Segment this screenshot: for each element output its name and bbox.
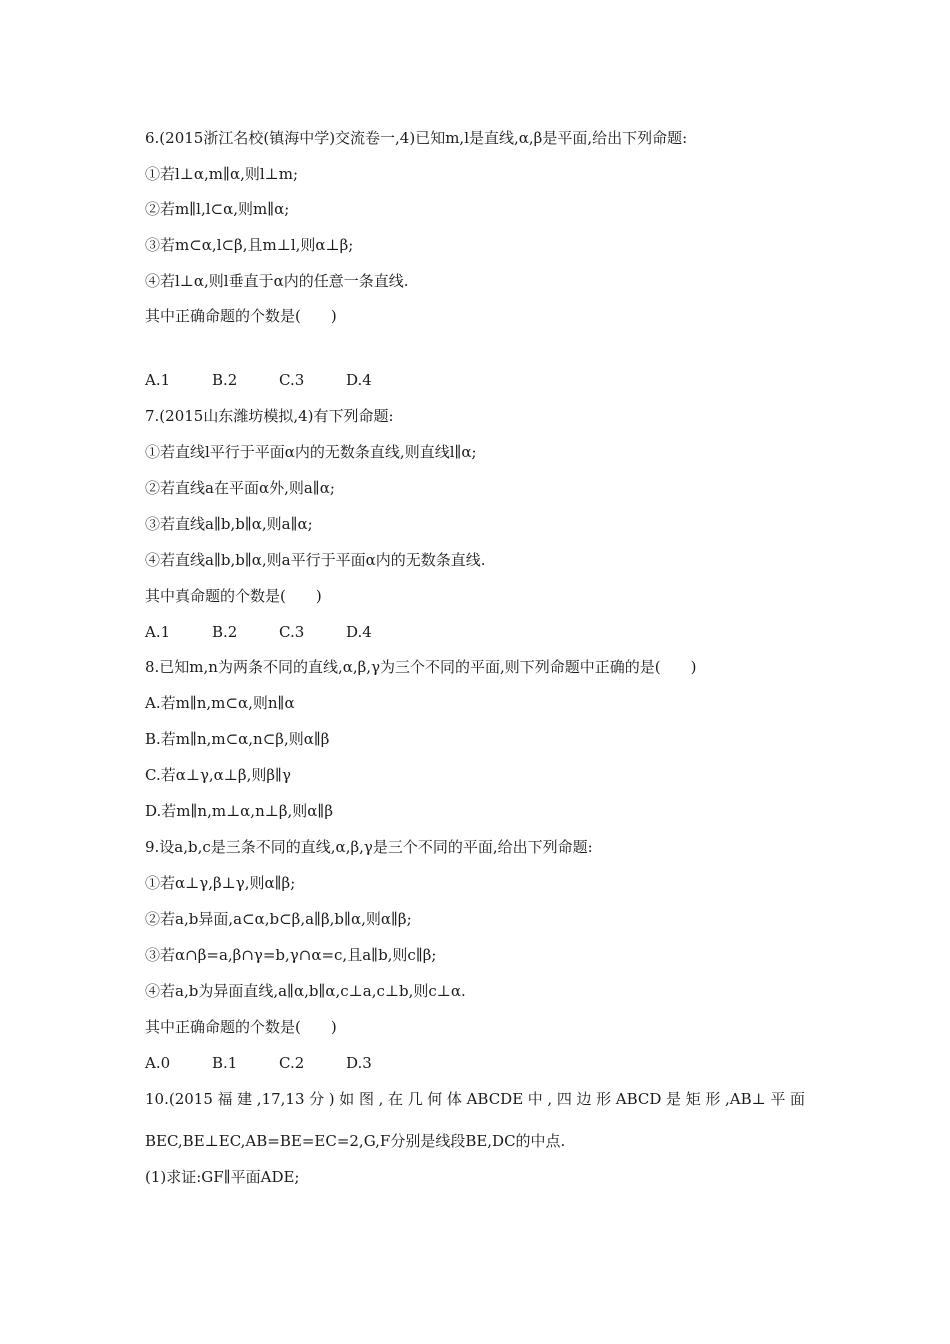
- q10-subquestion-1: (1)求证:GF∥平面ADE;: [145, 1168, 300, 1186]
- q9-proposition-2: ②若a,b异面,a⊂α,b⊂β,a∥β,b∥α,则α∥β;: [145, 910, 412, 928]
- q6-proposition-1: ①若l⊥α,m∥α,则l⊥m;: [145, 165, 299, 183]
- q9-stem: 9.设a,b,c是三条不同的直线,α,β,γ是三个不同的平面,给出下列命题:: [145, 838, 593, 856]
- q6-question: 其中正确命题的个数是( ): [145, 307, 337, 325]
- q9-option-b: B.1: [212, 1054, 238, 1072]
- q6-proposition-3: ③若m⊂α,l⊂β,且m⊥l,则α⊥β;: [145, 236, 354, 254]
- q7-option-d: D.4: [346, 623, 372, 641]
- q9-options: [145, 1053, 413, 1073]
- q9-proposition-1: ①若α⊥γ,β⊥γ,则α∥β;: [145, 874, 296, 892]
- q9-option-d: D.3: [346, 1054, 372, 1072]
- q9-option-c: C.2: [279, 1054, 305, 1072]
- q6-stem: 6.(2015浙江名校(镇海中学)交流卷一,4)已知m,l是直线,α,β是平面,给出下列命题:: [145, 129, 688, 147]
- q7-options: [145, 622, 413, 642]
- q6-proposition-4: ④若l⊥α,则l垂直于α内的任意一条直线.: [145, 272, 409, 290]
- q6-proposition-2: ②若m∥l,l⊂α,则m∥α;: [145, 200, 290, 218]
- q9-question: 其中正确命题的个数是( ): [145, 1018, 337, 1036]
- q9-proposition-3: ③若α∩β=a,β∩γ=b,γ∩α=c,且a∥b,则c∥β;: [145, 946, 437, 964]
- q7-proposition-3: ③若直线a∥b,b∥α,则a∥α;: [145, 515, 313, 533]
- q8-option-c: C.若α⊥γ,α⊥β,则β∥γ: [145, 766, 291, 784]
- q8-option-a: A.若m∥n,m⊂α,则n∥α: [145, 694, 295, 712]
- q10-stem-line-2: BEC,BE⊥EC,AB=BE=EC=2,G,F分别是线段BE,DC的中点.: [145, 1132, 566, 1150]
- q7-option-b: B.2: [212, 623, 238, 641]
- q7-question: 其中真命题的个数是( ): [145, 587, 322, 605]
- q9-proposition-4: ④若a,b为异面直线,a∥α,b∥α,c⊥a,c⊥b,则c⊥α.: [145, 982, 466, 1000]
- q6-option-c: C.3: [279, 371, 305, 389]
- q6-options: [145, 370, 413, 390]
- q10-stem-line-1: 10.(2015福建,17,13分)如图,在几何体ABCDE中,四边形ABCD是矩形,AB⊥平面: [145, 1090, 805, 1108]
- q7-stem: 7.(2015山东潍坊模拟,4)有下列命题:: [145, 407, 394, 425]
- q6-option-d: D.4: [346, 371, 372, 389]
- q7-option-a: A.1: [145, 623, 171, 641]
- q8-option-d: D.若m∥n,m⊥α,n⊥β,则α∥β: [145, 802, 334, 820]
- q8-option-b: B.若m∥n,m⊂α,n⊂β,则α∥β: [145, 730, 330, 748]
- q6-option-a: A.1: [145, 371, 171, 389]
- q7-proposition-4: ④若直线a∥b,b∥α,则a平行于平面α内的无数条直线.: [145, 551, 486, 569]
- q9-option-a: A.0: [145, 1054, 171, 1072]
- q6-option-b: B.2: [212, 371, 238, 389]
- q7-option-c: C.3: [279, 623, 305, 641]
- q8-stem: 8.已知m,n为两条不同的直线,α,β,γ为三个不同的平面,则下列命题中正确的是( ): [145, 658, 697, 676]
- q7-proposition-1: ①若直线l平行于平面α内的无数条直线,则直线l∥α;: [145, 443, 477, 461]
- q7-proposition-2: ②若直线a在平面α外,则a∥α;: [145, 479, 335, 497]
